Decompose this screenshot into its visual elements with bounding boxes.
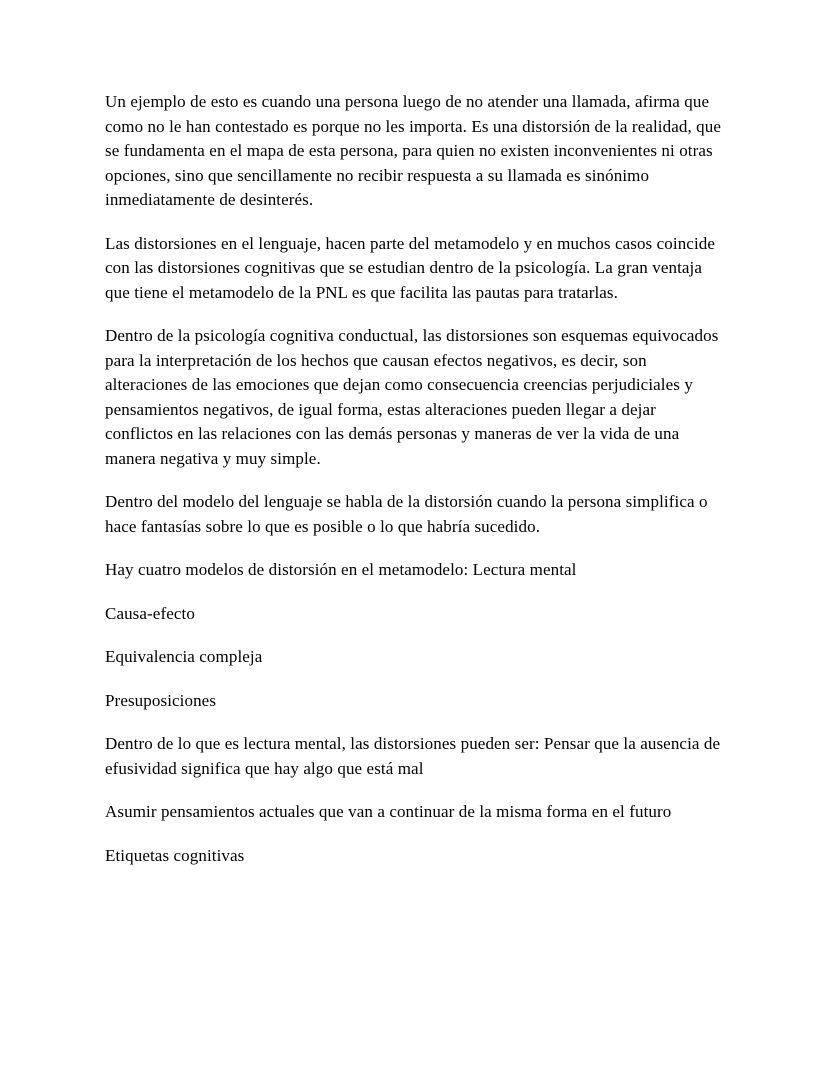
paragraph: Dentro de lo que es lectura mental, las distorsiones pueden ser: Pensar que la ausencia de efusividad significa que hay algo que está mal [105, 734, 721, 778]
document-text-body [105, 90, 725, 887]
paragraph: Las distorsiones en el lenguaje, hacen parte del metamodelo y en muchos casos coincide con las distorsiones cognitivas que se estudian dentro de la psicología. La gran ventaja que tiene el metamodelo de la PNL es que facilita las pautas para tratarlas. [105, 233, 716, 302]
paragraph: Hay cuatro modelos de distorsión en el metamodelo: Lectura mental [105, 560, 577, 579]
paragraph: Un ejemplo de esto es cuando una persona luego de no atender una llamada, afirma que como no le han contestado es porque no les importa. Es una distorsión de la realidad, que se fundamenta en el mapa de esta persona, para quien no existen inconvenientes ni otras opciones, sino que sencillamente no recibir respuesta a su llamada es sinónimo inmediatamente de desinterés. [105, 92, 722, 209]
paragraph: Asumir pensamientos actuales que van a continuar de la misma forma en el futuro [105, 802, 672, 821]
paragraph: Dentro de la psicología cognitiva conductual, las distorsiones son esquemas equivocados para la interpretación de los hechos que causan efectos negativos, es decir, son alteraciones de las emociones que dejan como consecuencia creencias perjudiciales y pensamientos negativos, de igual forma, estas alteraciones pueden llegar a dejar conflictos en las relaciones con las demás personas y maneras de ver la vida de una manera negativa y muy simple. [105, 326, 719, 468]
paragraph: Dentro del modelo del lenguaje se habla de la distorsión cuando la persona simplifica o hace fantasías sobre lo que es posible o lo que habría sucedido. [105, 492, 708, 536]
paragraph: Causa-efecto [105, 603, 195, 623]
paragraph: Etiquetas cognitivas [105, 845, 245, 865]
paragraph: Equivalencia compleja [105, 647, 263, 666]
paragraph: Presuposiciones [105, 690, 217, 710]
